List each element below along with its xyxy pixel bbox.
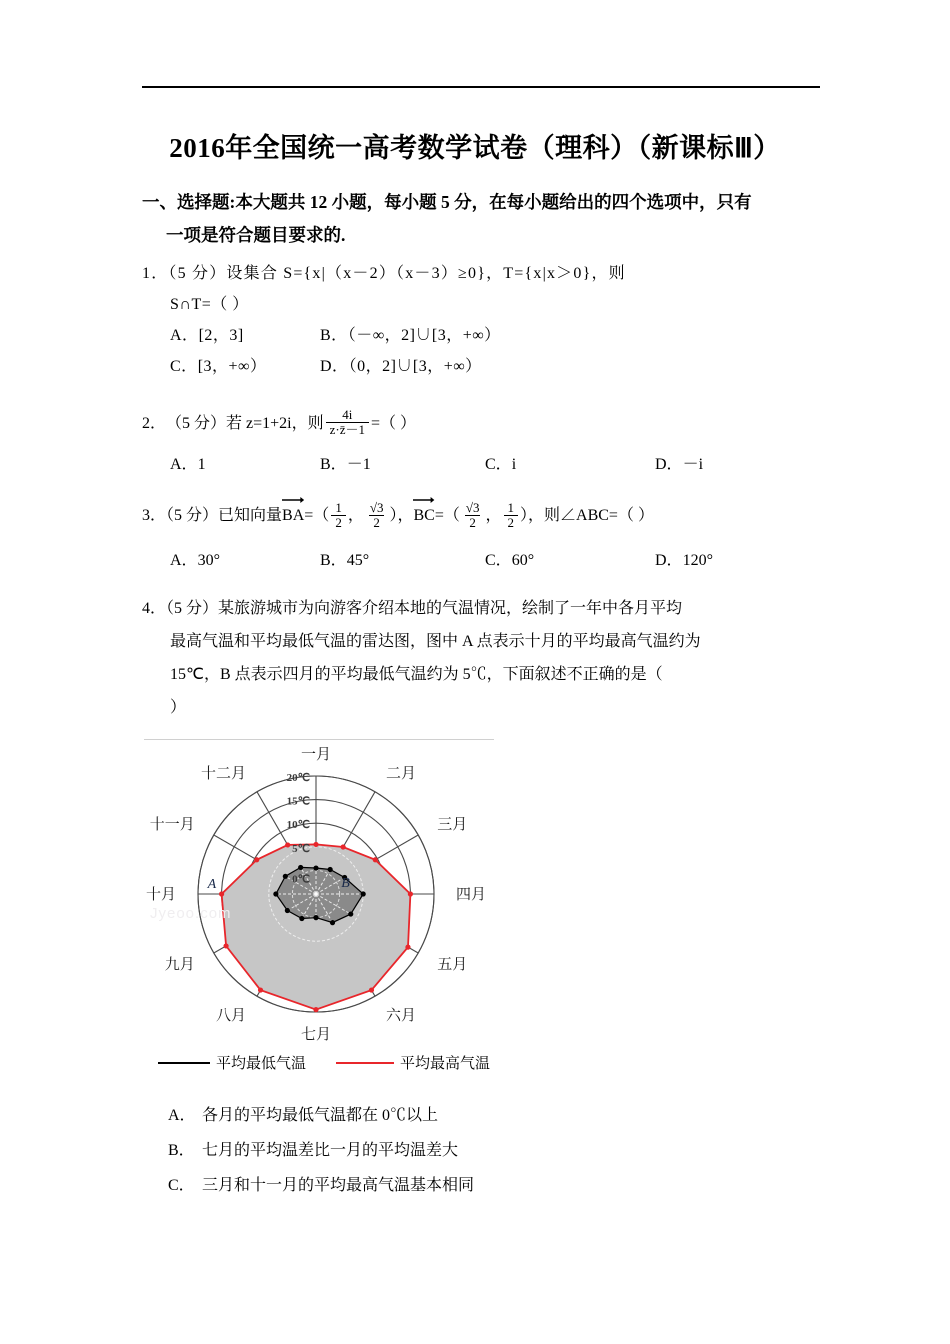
question-3-option-c[interactable]: C．60° bbox=[485, 552, 535, 569]
radar-chart-svg bbox=[144, 742, 504, 1042]
radar-axis-label: 六月 bbox=[386, 1008, 417, 1025]
question-3 bbox=[142, 498, 862, 576]
question-4-line-1: 4．（5 分）某旅游城市为向游客介绍本地的气温情况，绘制了一年中各月平均 bbox=[142, 600, 683, 617]
vector-ba: BA bbox=[282, 498, 304, 531]
question-4-line-2: 最高气温和平均最低气温的雷达图，图中 A 点表示十月的平均最高气温约为 bbox=[170, 633, 701, 650]
question-3-number: 3． bbox=[142, 507, 167, 524]
question-2-stem-post: =（ ） bbox=[371, 415, 417, 432]
question-1-stem-line2: S∩T=（ ） bbox=[170, 296, 249, 313]
vector-bc-x: $\frac{√3}{2}$ bbox=[465, 499, 480, 530]
question-4-option-a[interactable]: A． 各月的平均最低气温都在 0℃以上 bbox=[168, 1107, 439, 1124]
question-4-line-3: 15℃，B 点表示四月的平均最低气温约为 5℃，下面叙述不正确的是（ bbox=[170, 666, 663, 683]
question-3-stem-post: 则∠ABC=（ ） bbox=[544, 507, 654, 524]
svg-text:0℃: 0℃ bbox=[292, 873, 310, 886]
question-1-options bbox=[142, 320, 842, 382]
vector-bc: BC bbox=[413, 498, 434, 531]
radar-axis-label: 八月 bbox=[215, 1008, 246, 1025]
question-3-stem: 3．（5 分）已知向量 BA=（ $\frac{1}{2}$ ， $\frac{√3}{2}$ ）， BC=（ $\frac{√3}{2}$ ， $\frac{1}{2}$ ），则∠ABC=（ ） bbox=[142, 498, 862, 531]
radar-axis-label: 七月 bbox=[300, 1027, 332, 1042]
question-1-option-row-1 bbox=[170, 320, 842, 351]
question-1-stem-text: 设集合 S={x|（x－2）（x－3）≥0}，T={x|x＞0}，则 bbox=[226, 265, 626, 282]
section-line-1: 一、选择题:本大题共 12 小题，每小题 5 分，在每小题给出的四个选项中，只有 bbox=[142, 192, 752, 212]
question-2-score: （5 分） bbox=[166, 415, 227, 432]
question-3-option-b[interactable]: B．45° bbox=[320, 552, 370, 569]
vector-arrow-icon bbox=[282, 496, 304, 503]
question-4 bbox=[142, 592, 842, 724]
question-2-option-a[interactable]: A．1 bbox=[170, 456, 206, 473]
page-title: 2016年全国统一高考数学试卷（理科）（新课标Ⅲ） bbox=[169, 133, 781, 163]
svg-text:5℃: 5℃ bbox=[292, 842, 310, 855]
question-2-option-b[interactable]: B．－1 bbox=[320, 456, 371, 473]
question-2-options bbox=[142, 449, 842, 480]
watermark: Jyeoo.com bbox=[150, 905, 232, 922]
radar-annotation-a: A bbox=[207, 877, 217, 892]
question-2-stem-pre: 若 z=1+2i，则 bbox=[226, 415, 324, 432]
section-line-2: 一项是符合题目要求的. bbox=[166, 225, 346, 245]
question-4-line-4: ） bbox=[170, 699, 187, 716]
question-2-option-d[interactable]: D．－i bbox=[655, 456, 704, 473]
fraction-numerator: 4i bbox=[342, 406, 353, 422]
radar-chart bbox=[144, 742, 504, 1042]
question-3-option-d[interactable]: D．120° bbox=[655, 552, 713, 569]
radar-axis-label: 十月 bbox=[145, 887, 176, 903]
legend-swatch-max bbox=[336, 1062, 394, 1064]
vector-bc-y: $\frac{1}{2}$ bbox=[504, 501, 519, 530]
question-1-option-a[interactable]: A．[2，3] bbox=[170, 327, 244, 344]
question-3-score: （5 分） bbox=[166, 507, 219, 524]
fraction-denominator: z·z̄－1 bbox=[326, 422, 369, 437]
vector-ba-x: $\frac{1}{2}$ bbox=[331, 501, 346, 530]
question-1-option-c[interactable]: C．[3，+∞） bbox=[170, 358, 267, 375]
question-2-number: 2． bbox=[142, 415, 167, 432]
legend-swatch-min bbox=[158, 1062, 210, 1064]
question-2-fraction bbox=[326, 408, 369, 437]
vector-arrow-icon bbox=[413, 496, 434, 503]
svg-text:10℃: 10℃ bbox=[286, 819, 310, 832]
radar-axis-label: 二月 bbox=[386, 765, 417, 782]
radar-annotation-b: B bbox=[341, 876, 350, 891]
svg-text:15℃: 15℃ bbox=[286, 795, 310, 808]
section-instructions bbox=[142, 186, 832, 252]
question-1-stem bbox=[142, 258, 842, 289]
header-rule bbox=[142, 86, 820, 88]
radar-axis-label: 十一月 bbox=[149, 817, 195, 833]
radar-axis-label: 九月 bbox=[164, 957, 195, 973]
question-2-option-c[interactable]: C．i bbox=[485, 456, 517, 473]
question-1-option-row-2 bbox=[170, 351, 842, 382]
question-4-option-c[interactable]: C． 三月和十一月的平均最高气温基本相同 bbox=[168, 1177, 475, 1194]
question-1-option-b[interactable]: B．（－∞，2]∪[3，+∞） bbox=[320, 327, 501, 344]
question-4-options bbox=[168, 1098, 788, 1203]
question-3-options bbox=[142, 545, 862, 576]
vector-ba-y: $\frac{√3}{2}$ bbox=[369, 499, 384, 530]
chart-separator bbox=[144, 739, 494, 740]
question-4-number: 4． bbox=[142, 600, 167, 617]
question-3-stem-pre: 已知向量 bbox=[218, 507, 283, 524]
radar-axis-label: 十二月 bbox=[200, 765, 246, 782]
question-1-option-d[interactable]: D．（0，2]∪[3，+∞） bbox=[320, 358, 482, 375]
question-1 bbox=[142, 258, 842, 382]
legend-label-min: 平均最低气温 bbox=[216, 1055, 307, 1072]
question-2 bbox=[142, 408, 842, 480]
question-3-option-a[interactable]: A．30° bbox=[170, 552, 220, 569]
radar-axis-label: 五月 bbox=[437, 957, 468, 973]
question-1-score: （5 分） bbox=[168, 265, 227, 282]
question-1-number: 1． bbox=[142, 265, 169, 282]
svg-text:20℃: 20℃ bbox=[286, 772, 310, 784]
chart-legend bbox=[158, 1052, 578, 1073]
radar-axis-label: 三月 bbox=[437, 817, 468, 833]
legend-label-max: 平均最高气温 bbox=[400, 1055, 491, 1072]
question-4-option-b[interactable]: B． 七月的平均温差比一月的平均温差大 bbox=[168, 1142, 459, 1159]
radar-axis-label: 一月 bbox=[300, 747, 332, 763]
question-4-score: （5 分） bbox=[166, 600, 219, 617]
radar-axis-label: 四月 bbox=[456, 887, 487, 903]
question-2-stem bbox=[142, 408, 842, 439]
